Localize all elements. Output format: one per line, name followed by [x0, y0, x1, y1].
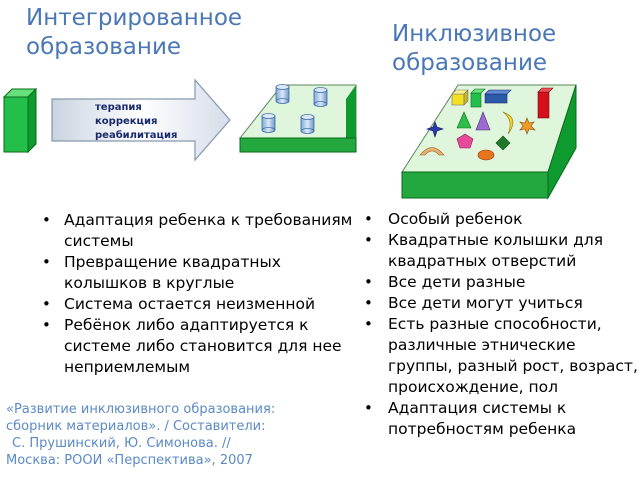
list-item: • Есть разные способности, различные этнические группы, разный рост, возраст, происхождение, пол [360, 314, 638, 398]
integrated-bullet-list [38, 210, 363, 378]
citation [6, 401, 336, 469]
list-item: • Превращение квадратных колышков в круглые [38, 252, 363, 294]
round-peg [276, 85, 289, 104]
list-item: • Все дети могут учиться [360, 293, 638, 314]
arrow-label-rehab: реабилитация [95, 130, 178, 141]
list-item: • Квадратные колышки для квадратных отверстий [360, 230, 638, 272]
title-line: Инклюзивное [392, 21, 557, 47]
list-item: • Система остается неизменной [38, 294, 363, 315]
round-peg [314, 88, 327, 107]
inclusive-bullet-list [360, 209, 638, 440]
inclusive-board [402, 85, 576, 198]
citation-line: «Развитие инклюзивного образования: [6, 402, 276, 417]
illustration [0, 0, 640, 210]
blue-bar [485, 90, 511, 103]
citation-line: Москва: РООИ «Перспектива», 2007 [6, 453, 253, 468]
round-holes-board [240, 85, 356, 153]
title-line: Интегрированное [26, 5, 243, 31]
list-item: • Особый ребенок [360, 209, 638, 230]
yellow-cube [452, 90, 468, 105]
citation-line: сборник материалов». / Составители: [6, 419, 266, 434]
therapy-arrow [52, 80, 230, 160]
citation-line: С. Прушинский, Ю. Симонова. // [12, 436, 231, 451]
square-peg-block [4, 89, 36, 152]
list-item: • Адаптация системы к потребностям ребенка [360, 398, 638, 440]
arrow-label-therapy: терапия [95, 102, 142, 113]
orange-oval [478, 150, 494, 160]
list-item: • Все дети разные [360, 272, 638, 293]
title-line: образование [26, 34, 182, 60]
round-peg [262, 114, 275, 133]
arrow-label-correction: коррекция [95, 116, 158, 127]
title-line: образование [392, 50, 548, 76]
list-item: • Адаптация ребенка к требованиям системы [38, 210, 363, 252]
round-peg [301, 115, 314, 134]
list-item: • Ребёнок либо адаптируется к системе либо становится для нее неприемлемым [38, 315, 363, 378]
